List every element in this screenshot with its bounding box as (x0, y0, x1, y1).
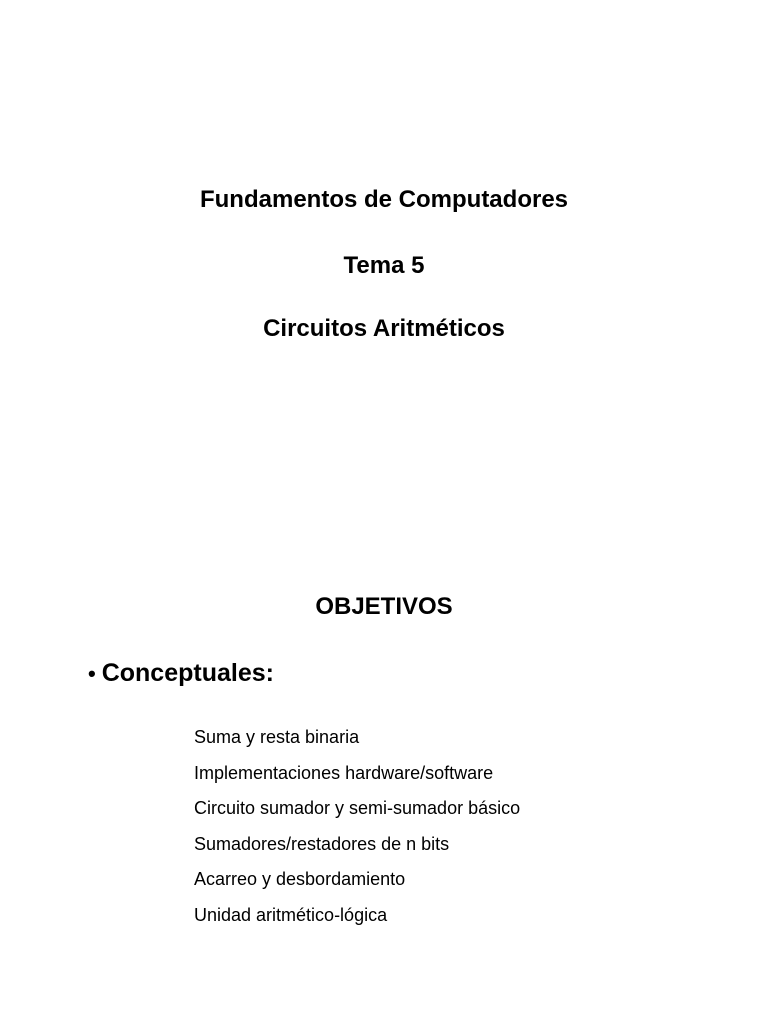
bullet-icon: • (88, 661, 96, 686)
topic-name: Circuitos Aritméticos (263, 315, 505, 342)
conceptual-section-label: Conceptuales: (101, 659, 274, 687)
topic-number: Tema 5 (343, 252, 425, 279)
list-item: Acarreo y desbordamiento (194, 869, 406, 889)
objectives-list (194, 720, 520, 933)
conceptual-section-heading (88, 657, 274, 690)
list-item: Circuito sumador y semi-sumador básico (194, 798, 521, 818)
objectives-heading: OBJETIVOS (315, 593, 453, 620)
list-item: Implementaciones hardware/software (194, 762, 494, 783)
list-item: Sumadores/restadores de n bits (194, 833, 450, 854)
list-item: Unidad aritmético-lógica (194, 904, 388, 925)
list-item: Suma y resta binaria (194, 727, 360, 747)
course-title: Fundamentos de Computadores (199, 186, 569, 213)
